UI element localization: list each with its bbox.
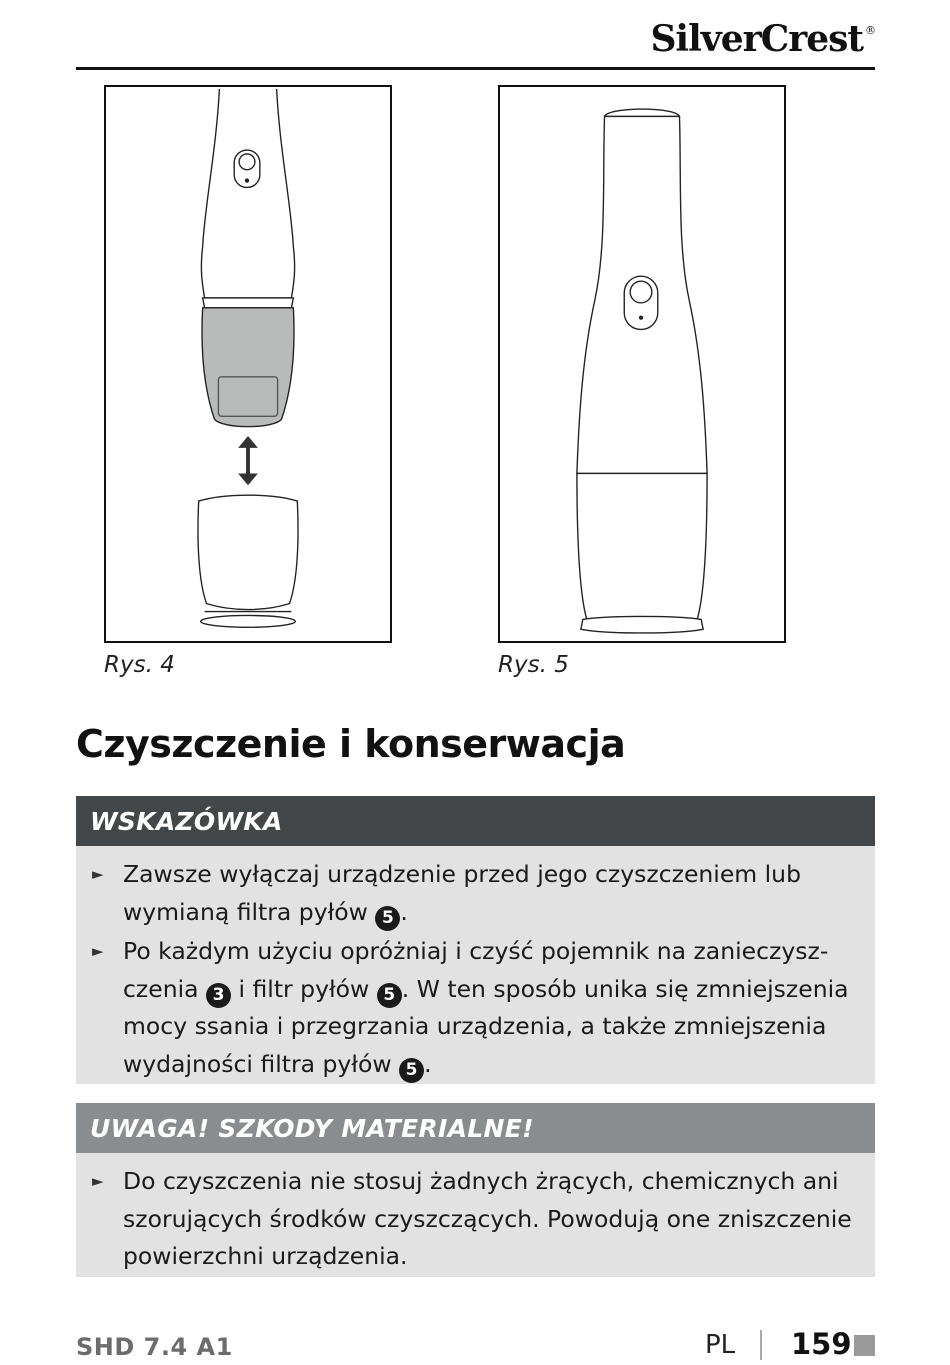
note-box-title: WSKAZÓWKA bbox=[76, 796, 875, 846]
warning-item bbox=[90, 1163, 861, 1276]
figure-4-caption: Rys. 4 bbox=[104, 652, 175, 678]
warning-box bbox=[76, 1103, 875, 1277]
bullet-arrow-icon: ► bbox=[92, 865, 104, 883]
bullet-arrow-icon: ► bbox=[92, 942, 104, 960]
vacuum-body bbox=[577, 116, 707, 473]
warning-box-title: UWAGA! SZKODY MATERIALNE! bbox=[76, 1103, 875, 1153]
part-number-badge: 3 bbox=[206, 983, 231, 1008]
note-box bbox=[76, 796, 875, 1084]
page-number: 159 bbox=[791, 1327, 852, 1361]
base-cup bbox=[577, 473, 707, 619]
part-number-badge: 5 bbox=[375, 906, 400, 931]
base-cup bbox=[198, 495, 298, 609]
note-item bbox=[90, 856, 861, 931]
vacuum-handle-body bbox=[201, 89, 294, 298]
brand-logo: SilverCrest ® bbox=[650, 18, 875, 60]
note-item bbox=[90, 933, 861, 1083]
bullet-arrow-icon: ► bbox=[92, 1172, 104, 1190]
footer-model: SHD 7.4 A1 bbox=[76, 1333, 233, 1361]
vacuum-collar bbox=[203, 298, 294, 308]
header-rule bbox=[76, 67, 875, 70]
footer-language: PL bbox=[705, 1330, 736, 1360]
footer-square-icon bbox=[854, 1335, 875, 1356]
arrow-up-icon bbox=[238, 436, 258, 448]
arrow-down-icon bbox=[238, 473, 258, 485]
section-title: Czyszczenie i konserwacja bbox=[76, 722, 626, 766]
figure-5-illustration bbox=[498, 85, 786, 643]
warning-item-text: Do czyszczenia nie stosuj żadnych żrących, chemicznych ani szorujących środków czyszczących. Powodują one zniszczenie powierzchni urządzenia. bbox=[123, 1167, 852, 1270]
footer-separator bbox=[760, 1330, 762, 1360]
vacuum-top-cap bbox=[605, 109, 680, 116]
dust-container-grey bbox=[202, 308, 294, 427]
part-number-badge: 5 bbox=[399, 1058, 424, 1083]
base-foot bbox=[201, 615, 296, 627]
note-item-text: Po każdym użyciu opróżniaj i czyść pojemnik na zanieczysz-czenia 3 i filtr pyłów 5 . W ten sposób unika się zmniejszenia mocy ssania i przegrzania urządzenia, a także zmniejszenia wydajności filtra pyłów 5 . bbox=[123, 933, 861, 1083]
figure-5-caption: Rys. 5 bbox=[498, 652, 569, 678]
part-number-badge: 5 bbox=[377, 983, 402, 1008]
base-foot bbox=[581, 616, 703, 633]
note-item-text: Zawsze wyłączaj urządzenie przed jego czyszczeniem lub wymianą filtra pyłów 5 . bbox=[123, 856, 861, 931]
figure-4-illustration bbox=[104, 85, 392, 643]
